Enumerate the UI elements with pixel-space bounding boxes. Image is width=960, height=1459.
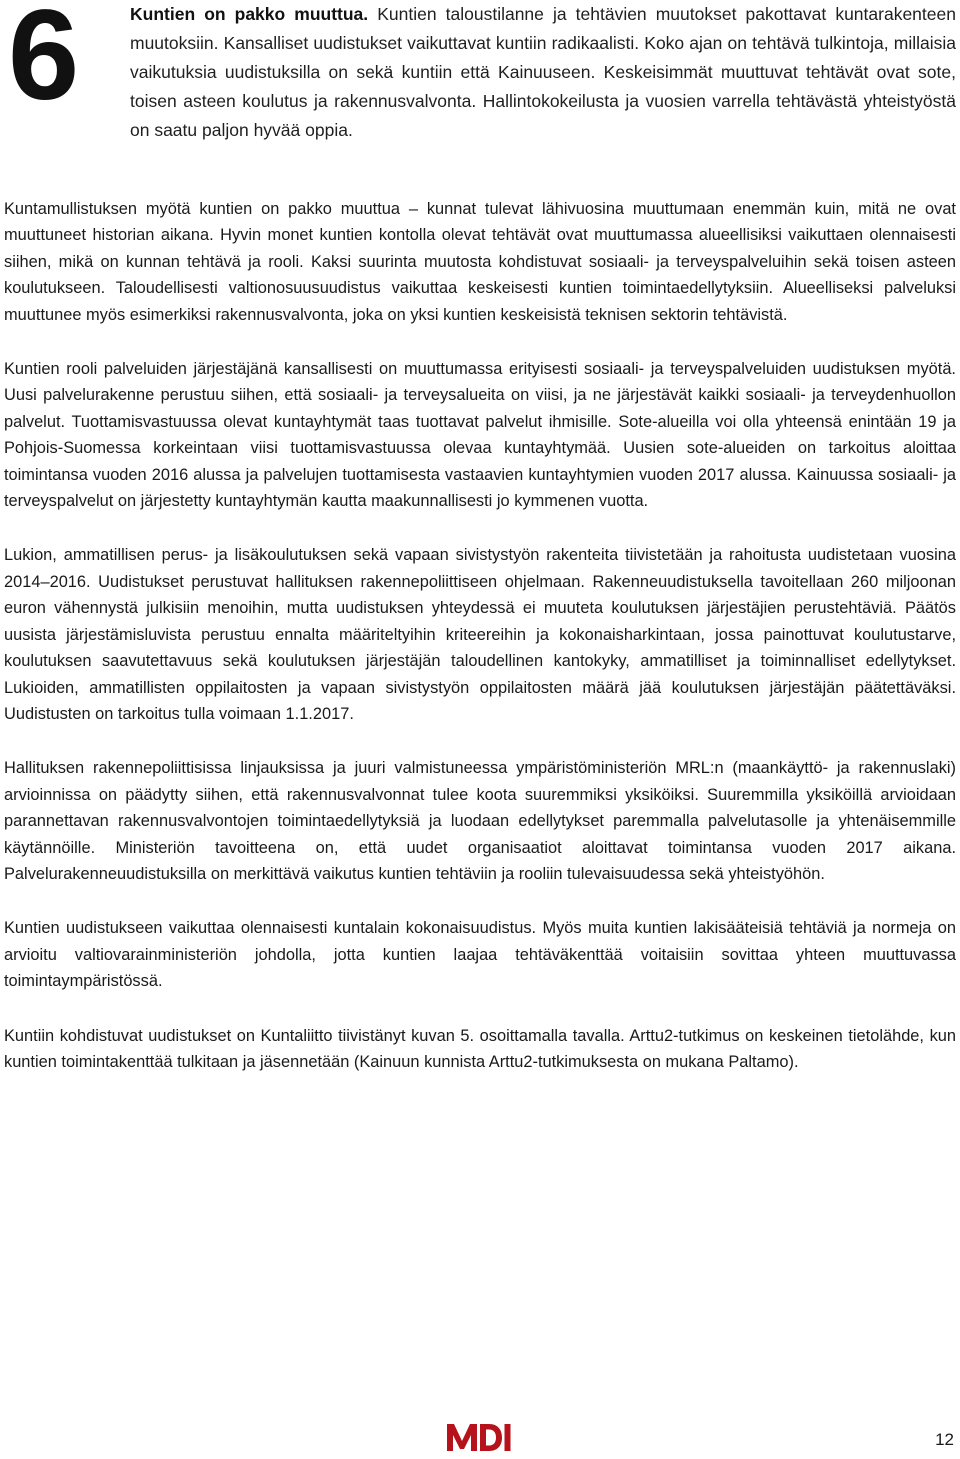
logo-letter-m <box>447 1424 477 1451</box>
paragraph: Lukion, ammatillisen perus- ja lisäkoulutuksen sekä vapaan sivistystyön rakenteita tiivistetään ja rahoitusta uudistetaan vuosina 2014–2016. Uudistukset perustuvat hallituksen rakennepoliittiseen ohjelmaan. Rakenneuudistuksella tavoitellaan 260 miljoonan euron vähennystä julkisiin menoihin, mutta uudistuksen yhteydessä ei muuteta koulutuksen järjestäjien perustehtäviä. Päätös uusista järjestämisluvista perustuu ennalta määriteltyihin kriteereihin ja kokonaisharkintaan, jossa painottuvat koulutustarve, koulutuksen saavutettavuus sekä koulutuksen järjestäjän taloudellinen kantokyky, ammatilliset ja toiminnalliset edellytykset. Lukioiden, ammatillisten oppilaitosten ja vapaan sivistystyön oppilaitosten määrä jää koulutuksen järjestäjän päätettäväksi. Uudistusten on tarkoitus tulla voimaan 1.1.2017. <box>4 546 956 723</box>
chapter-intro <box>130 0 956 145</box>
page-number: 12 <box>935 1430 954 1449</box>
paragraph: Kuntiin kohdistuvat uudistukset on Kuntaliitto tiivistänyt kuvan 5. osoittamalla tavalla. Arttu2-tutkimus on keskeinen tietolähde, kun kuntien toimintakenttää tulkitaan ja jäsennetään (Kainuun kunnista Arttu2-tutkimuksesta on mukana Paltamo). <box>4 1026 956 1071</box>
paragraph: Hallituksen rakennepoliittisissa linjauksissa ja juuri valmistuneessa ympäristöministeriön MRL:n (maankäyttö- ja rakennuslaki) arvioinnissa on päädytty siihen, että rakennusvalvonnat tulee koota suuremmiksi yksiköiksi. Suuremmilla yksiköillä arvioidaan parannettavan rakennusvalvontojen toimintaedellytyksiä ja luodaan edellytykset paremmalla palvelutasolle ja yhtenäisemmille käytännöille. Ministeriön tavoitteena on, että uudet organisaatiot aloittavat toimintansa vuoden 2017 aikana. Palvelurakenneuudistuksilla on merkittävä vaikutus kuntien tehtäviin ja rooliin tulevaisuudessa sekä yhteistyöhön. <box>4 759 956 883</box>
logo-letter-i <box>505 1424 511 1451</box>
intro-lead: Kuntien on pakko muuttua. <box>130 4 369 24</box>
intro-text: Kuntien taloustilanne ja tehtävien muutokset pakottavat kuntarakenteen muutoksiin. Kansalliset uudistukset vaikuttavat kuntiin radikaalisti. Koko ajan on tehtävä tulkintoja, millaisia vaikutuksia uudistuksilla on sekä kuntiin että Kainuuseen. Keskeisimmät muuttuvat tehtävät ovat sote, toisen asteen koulutus ja rakennusvalvonta. Hallintokokeilusta ja vuosien varrella tehtävästä yhteistyöstä on saatu paljon hyvää oppia. <box>130 4 956 140</box>
paragraph: Kuntien uudistukseen vaikuttaa olennaisesti kuntalain kokonaisuudistus. Myös muita kuntien lakisääteisiä tehtäviä ja normeja on arvioitu valtiovarainministeriön johdolla, jotta kuntien laajaa tehtäväkenttää voitaisiin sovittaa yhteen muuttuvassa toimintaympäristössä. <box>4 919 956 991</box>
logo-letter-d <box>480 1424 502 1451</box>
chapter-number: 6 <box>8 0 78 127</box>
body-text <box>4 196 956 1103</box>
paragraph: Kuntien rooli palveluiden järjestäjänä kansallisesti on muuttumassa erityisesti sosiaali- ja terveyspalveluiden uudistuksen myötä. Uusi palvelurakenne perustuu siihen, että sosiaali- ja terveysalueita on viisi, ja ne järjestävät kaikki sosiaali- ja terveydenhuollon palvelut. Tuottamisvastuussa olevat kuntayhtymät taas tuottavat palvelut ihmisille. Sote-alueilla voi olla yhteensä enintään 19 ja Pohjois-Suomessa korkeintaan viisi tuottamisvastuussa olevaa kuntayhtymää. Uusien sote-alueiden on tarkoitus aloittaa toimintansa vuoden 2016 alussa ja palvelujen tuottamisesta vastaavien kuntayhtymien vuoden 2017 alussa. Kainuussa sosiaali- ja terveyspalvelut on järjestetty kuntayhtymän kautta maakunnallisesti jo kymmenen vuotta. <box>4 360 956 511</box>
mdi-logo <box>447 1422 511 1452</box>
paragraph: Kuntamullistuksen myötä kuntien on pakko muuttua – kunnat tulevat lähivuosina muuttumaan enemmän kuin, mitä ne ovat muuttuneet historian aikana. Hyvin monet kuntien kontolla olevat tehtävät ovat muuttumassa alueellisiksi vaikuttaen olennaisesti siihen, mikä on kunnan tehtävä ja rooli. Kaksi suurinta muutosta kohdistuvat sosiaali- ja terveyspalveluihin sekä toisen asteen koulutukseen. Taloudellisesti valtionosuusuudistus vaikuttaa keskeisesti kuntien toimintaedellytyksiin. Alueelliseksi palveluksi muuttunee myös esimerkiksi rakennusvalvonta, joka on yksi kuntien keskeisistä teknisen sektorin tehtävistä. <box>4 200 956 324</box>
